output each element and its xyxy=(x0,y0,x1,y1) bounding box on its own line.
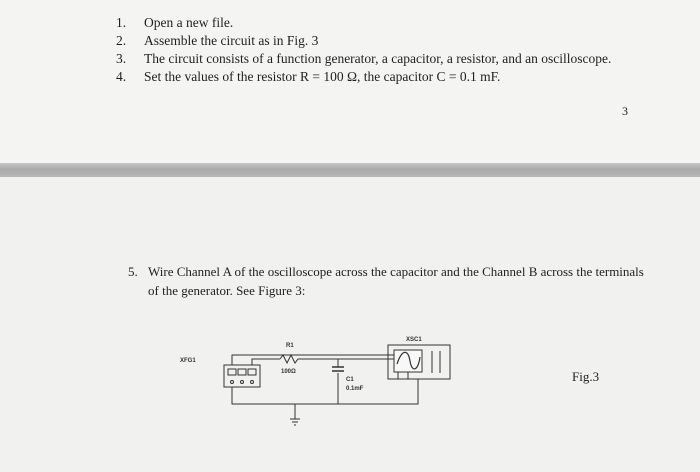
step-number: 5. xyxy=(128,264,138,279)
wire-resistor-to-capacitor xyxy=(300,359,338,367)
top-page xyxy=(0,0,700,163)
circuit-diagram xyxy=(160,309,490,459)
step-number: 4. xyxy=(116,69,127,84)
step-5-line-2: of the generator. See Figure 3: xyxy=(148,283,306,298)
step-1 xyxy=(116,14,611,32)
wire-generator-to-resistor xyxy=(252,359,280,365)
step-text: The circuit consists of a function generator, a capacitor, a resistor, and an oscilloscope. xyxy=(144,51,612,66)
bottom-page xyxy=(0,177,700,472)
oscilloscope-label: XSC1 xyxy=(406,337,422,343)
resistor-icon xyxy=(280,355,300,363)
step-number: 3. xyxy=(116,51,127,66)
step-5 xyxy=(128,262,658,300)
step-text: Assemble the circuit as in Fig. 3 xyxy=(144,33,319,48)
step-2 xyxy=(116,32,611,50)
step-number: 1. xyxy=(116,15,127,30)
step-4 xyxy=(116,68,611,86)
capacitor-value: 0.1mF xyxy=(346,386,364,392)
page-separator xyxy=(0,163,700,177)
step-text: Set the values of the resistor R = 100 Ω, the capacitor C = 0.1 mF. xyxy=(144,69,501,84)
wire-ground-bottom xyxy=(232,373,338,404)
instruction-list xyxy=(116,14,611,86)
page-number: 3 xyxy=(622,104,628,118)
step-5-line-1: Wire Channel A of the oscilloscope across the capacitor and the Channel B across the terminals xyxy=(148,264,644,279)
figure-caption: Fig.3 xyxy=(572,369,600,384)
capacitor-label: C1 xyxy=(346,377,354,383)
resistor-value: 100Ω xyxy=(281,369,296,375)
resistor-label: R1 xyxy=(286,343,294,349)
step-text: Open a new file. xyxy=(144,15,234,30)
step-3 xyxy=(116,50,611,68)
generator-label: XFG1 xyxy=(180,358,196,364)
step-number: 2. xyxy=(116,33,127,48)
